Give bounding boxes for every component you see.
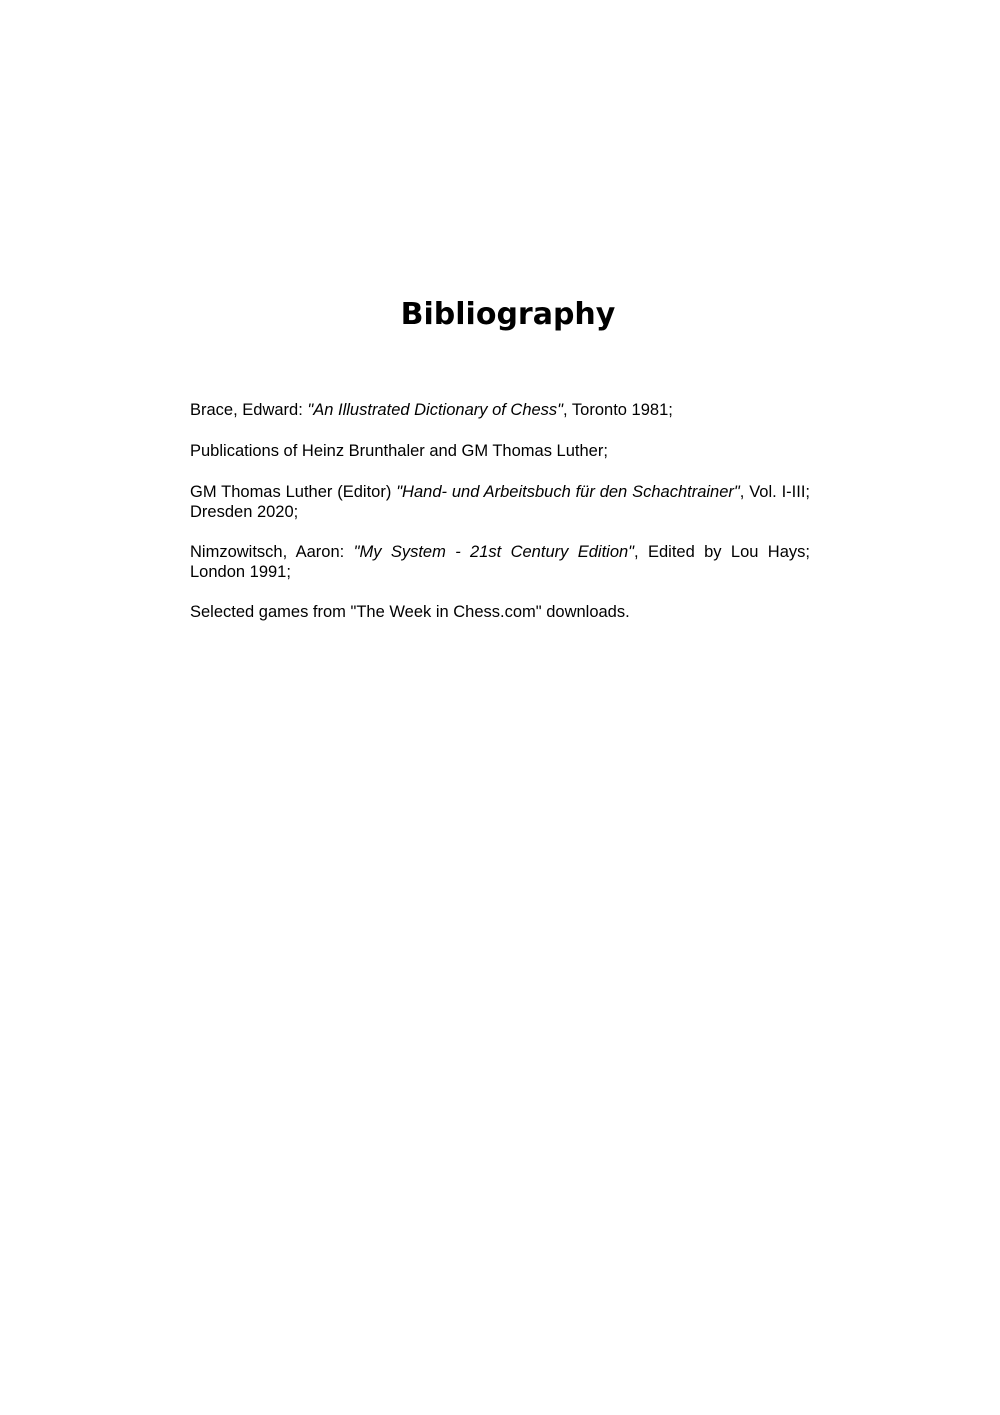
bibliography-list (190, 400, 810, 642)
bibliography-entry (190, 542, 810, 582)
entry-title: "Hand- und Arbeitsbuch für den Schachtrainer" (396, 483, 740, 501)
entry-text: Publications of Heinz Brunthaler and GM Thomas Luther; (190, 442, 608, 460)
bibliography-entry (190, 482, 810, 522)
entry-author: Nimzowitsch, Aaron: (190, 543, 354, 561)
entry-text: Selected games from "The Week in Chess.com" downloads. (190, 603, 630, 621)
entry-title: "My System - 21st Century Edition" (353, 543, 635, 561)
entry-details: , Edited by Lou Hays; London 1991; (190, 543, 810, 581)
entry-details: , Vol. I-III; Dresden 2020; (190, 483, 810, 521)
bibliography-entry (190, 441, 810, 461)
entry-author: GM Thomas Luther (Editor) (190, 483, 397, 501)
entry-author: Brace, Edward: (190, 401, 308, 419)
entry-title: "An Illustrated Dictionary of Chess" (307, 401, 564, 419)
bibliography-entry (190, 400, 810, 420)
entry-details: , Toronto 1981; (563, 401, 673, 419)
bibliography-entry (190, 602, 810, 622)
page-title: Bibliography (400, 297, 616, 332)
